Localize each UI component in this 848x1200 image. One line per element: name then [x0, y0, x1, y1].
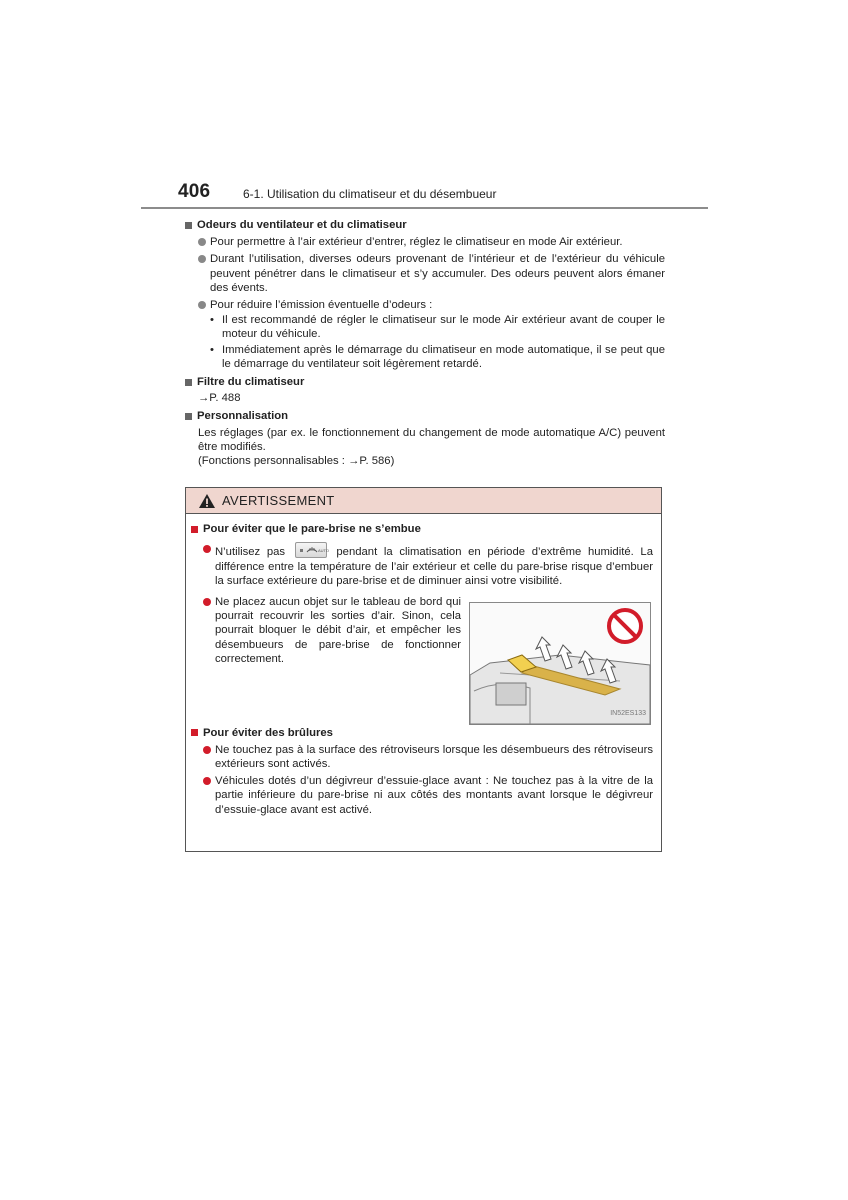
list-item: [198, 298, 665, 312]
circle-bullet-icon: [198, 255, 206, 263]
image-code: IN52ES133: [610, 710, 646, 718]
personnalisation-text: Les réglages (par ex. le fonctionnement du changement de mode automatique A/C) peuvent être modifiés.: [198, 426, 665, 453]
bullet-text: Durant l’utilisation, diverses odeurs provenant de l’intérieur et de l’extérieur du véhicule peuvent pénétrer dans le climatiseur et s’y accumuler. Des odeurs peuvent alors émaner des évents.: [210, 253, 665, 294]
red-circle-bullet-icon: [203, 545, 211, 553]
bullet-text: Pour permettre à l’air extérieur d’entrer, réglez le climatiseur en mode Air extérieur.: [210, 236, 623, 249]
warning-list-item: [203, 743, 653, 772]
header-divider: [141, 207, 708, 209]
warning-list-item: [203, 595, 461, 667]
sub-bullet-text: Il est recommandé de régler le climatiseur sur le mode Air extérieur avant de couper le moteur du véhicule.: [222, 314, 665, 341]
sub-bullet-text: Immédiatement après le démarrage du climatiseur en mode automatique, il se peut que le démarrage du ventilateur soit légèrement retardé.: [222, 343, 665, 370]
warning-text-part: pendant la climatisation en période d’extrême humidité. La différence entre la température de l’air extérieur et celle du pare-brise risque d’embuer la surface extérieure du pare-brise et de diminuer ainsi votre visibilité.: [215, 546, 653, 588]
sub-list-item: [210, 313, 665, 341]
warning-bullet-text: Véhicules dotés d’un dégivreur d’essuie-glace avant : Ne touchez pas à la vitre de la partie inférieure du pare-brise ni aux côtés des montants avant lorsque le dégivreur d’essuie-glace avant est activé.: [215, 774, 653, 816]
section-filtre-heading: [185, 375, 665, 389]
sub-bullet-icon: •: [210, 343, 214, 356]
warning-list-item: [203, 774, 653, 817]
warning-bullet-text: Ne placez aucun objet sur le tableau de bord qui pourrait recouvrir les sorties d’air. Sinon, cela pourrait bloquer le débit d’air, et empêcher les désembueurs de pare-brise de fonctionner correctement.: [215, 595, 461, 666]
section-title: 6-1. Utilisation du climatiseur et du désembueur: [243, 187, 497, 201]
section-odeurs-title: Odeurs du ventilateur et du climatiseur: [197, 219, 407, 231]
warning-bullet-text: [215, 542, 653, 588]
red-square-bullet-icon: [191, 729, 198, 736]
list-item: [198, 252, 665, 295]
warning-subheading-text: Pour éviter des brûlures: [203, 726, 333, 739]
red-circle-bullet-icon: [203, 777, 211, 785]
warning-subheading-text: Pour éviter que le pare-brise ne s’embue: [203, 523, 421, 535]
warning-subheading: [191, 726, 653, 740]
defroster-button-icon: [295, 542, 327, 558]
list-item: [198, 235, 665, 249]
warning-list-item: [203, 542, 653, 588]
warning-box: [185, 487, 662, 852]
prohibited-sign-icon: [609, 610, 641, 642]
section-personnalisation-title: Personnalisation: [197, 410, 289, 423]
sub-bullet-icon: •: [210, 314, 214, 327]
section-personnalisation-heading: [185, 409, 665, 423]
red-circle-bullet-icon: [203, 746, 211, 754]
warning-figure-row: [191, 595, 653, 725]
bullet-text: Pour réduire l’émission éventuelle d’odeurs :: [210, 299, 433, 312]
red-square-bullet-icon: [191, 526, 198, 533]
square-bullet-icon: [185, 222, 192, 229]
section-odeurs-heading: [185, 218, 665, 232]
square-bullet-icon: [185, 413, 192, 420]
page-reference-link[interactable]: (Fonctions personnalisables : →P. 586): [198, 455, 395, 468]
dashboard-illustration: [469, 602, 651, 725]
section-filtre-title: Filtre du climatiseur: [197, 376, 305, 389]
red-circle-bullet-icon: [203, 598, 211, 606]
sub-list-item: [210, 343, 665, 371]
circle-bullet-icon: [198, 238, 206, 246]
warning-text-part: N’utilisez pas: [215, 546, 286, 559]
warning-triangle-icon: [198, 493, 216, 509]
circle-bullet-icon: [198, 301, 206, 309]
square-bullet-icon: [185, 379, 192, 386]
dashboard-vents-drawing: [470, 603, 650, 724]
svg-text:AUTO: AUTO: [317, 548, 329, 554]
warning-subheading: [191, 522, 653, 536]
main-content: [185, 216, 665, 468]
warning-title: AVERTISSEMENT: [222, 493, 335, 508]
warning-bullet-text: Ne touchez pas à la surface des rétroviseurs lorsque les désembueurs des rétroviseurs extérieurs sont activés.: [215, 744, 653, 771]
warning-header: [186, 488, 661, 514]
warning-body: [186, 514, 661, 817]
page-reference-link[interactable]: →P. 488: [198, 392, 241, 405]
page-number: 406: [178, 181, 211, 202]
